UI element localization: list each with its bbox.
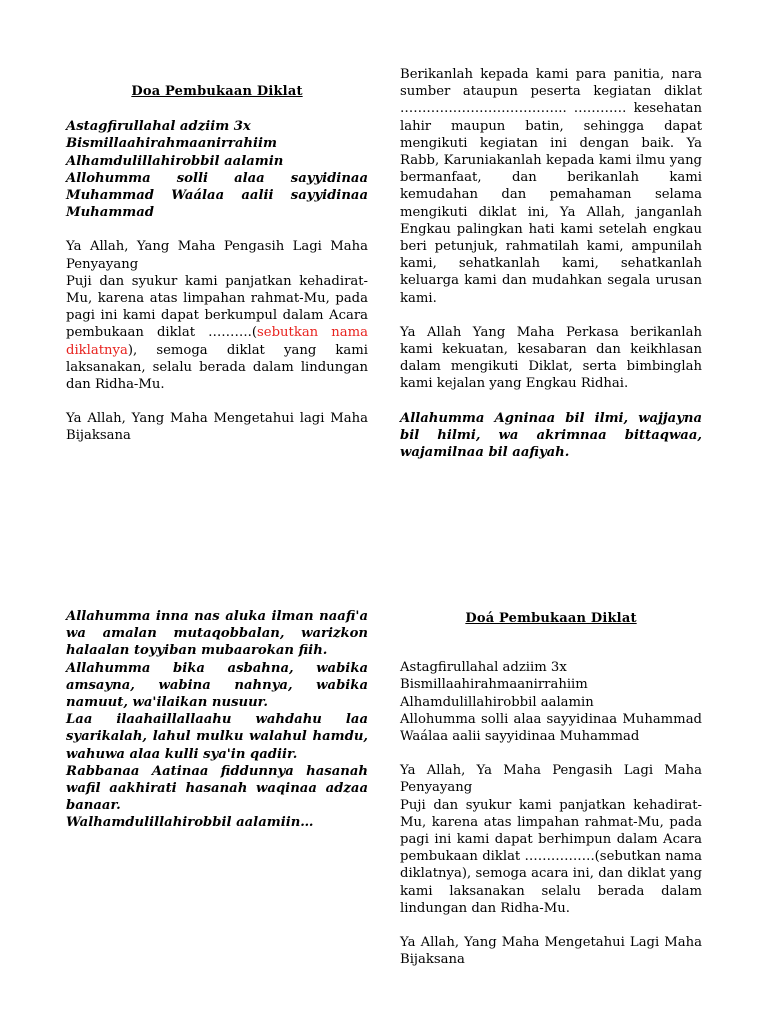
opening-line: Astagfirullahal adziim 3x [66, 119, 251, 135]
prayer-line: Rabbanaa Aatinaa fiddunnya hasanah wafil aakhirati hasanah waqinaa adzaa banaar. [66, 763, 368, 814]
prayer-line: Walhamdulillahirobbil aalamiin… [66, 815, 314, 831]
document-title: Doa Pembukaan Diklat [131, 84, 303, 99]
paragraph-text: ), semoga diklat yang kami laksanakan, selalu berada dalam lindungan dan Ridha-Mu. [66, 342, 368, 393]
document-title: Doá Pembukaan Diklat [465, 611, 637, 626]
bottom-left-column [66, 608, 368, 832]
paragraph: Ya Allah, Yang Maha Mengetahui lagi Maha Bijaksana [66, 411, 368, 444]
closing-prayer: Allahumma Agninaa bil ilmi, wajjayna bil hilmi, wa akrimnaa bittaqwaa, wajamilnaa bil aafiyah. [400, 410, 702, 461]
prayer-line: Allahumma inna nas aluka ilman naafi'a wa amalan mutaqobbalan, warizkon halaalan toyyiban mubaarokan fiih. [66, 609, 368, 659]
paragraph: Berikanlah kepada kami para panitia, nara sumber ataupun peserta kegiatan diklat ……………………………….. ………… kesehatan lahir maupun batin, sehingga dapat mengikuti kegiatan ini dengan baik. Ya Rabb, Karuniakanlah kepada kami ilmu yang bermanfaat, dan berikanlah kami kemudahan dan pemahaman selama mengikuti diklat ini, Ya Allah, janganlah Engkau palingkan hati kami setelah engkau beri petunjuk, rahmatilah kami, ampunilah kami, sehatkanlah kami, sehatkanlah keluarga kami dan mudahkan segala urusan kami. [400, 67, 702, 306]
top-right-column [400, 66, 702, 461]
top-left-column [66, 83, 368, 445]
bottom-right-column [400, 610, 702, 968]
prayer-line: Allahumma bika asbahna, wabika amsayna, wabina nahnya, wabika namuut, wa'ilaikan nusuur. [66, 660, 368, 711]
prayer-line: Laa ilaahaillallaahu wahdahu laa syarikalah, lahul mulku walahul hamdu, wahuwa alaa kulli sya'in qadiir. [66, 712, 368, 762]
opening-line: Allohumma solli alaa sayyidinaa Muhammad Waálaa aalii sayyidinaa Muhammad [66, 170, 368, 221]
paragraph-text: Puji dan syukur kami panjatkan kehadirat-Mu, karena atas limpahan rahmat-Mu, pada pagi ini kami dapat berkumpul dalam Acara pembukaan diklat ……….( [66, 273, 368, 341]
opening-line: Bismillaahirahmaanirrahiim [66, 136, 277, 152]
opening-line: Astagfirullahal adziim 3x [400, 660, 567, 676]
opening-line: Allohumma solli alaa sayyidinaa Muhammad Waálaa aalii sayyidinaa Muhammad [400, 711, 702, 745]
paragraph: Puji dan syukur kami panjatkan kehadirat-Mu, karena atas limpahan rahmat-Mu, pada pagi ini kami dapat berhimpun dalam Acara pembukaan diklat …………….(sebutkan nama diklatnya), semoga acara ini, dan diklat yang kami laksanakan selalu berada dalam lindungan dan Ridha-Mu. [400, 797, 702, 916]
paragraph: Ya Allah, Yang Maha Mengetahui Lagi Maha Bijaksana [400, 935, 702, 968]
paragraph [66, 273, 368, 393]
paragraph: Ya Allah Yang Maha Perkasa berikanlah kami kekuatan, kesabaran dan keikhlasan dalam mengikuti Diklat, serta bimbinglah kami kejalan yang Engkau Ridhai. [400, 324, 702, 392]
opening-line: Alhamdulillahirobbil aalamin [66, 153, 284, 169]
placeholder-instruction: sebutkan nama diklatnya [66, 325, 368, 358]
paragraph: Ya Allah, Ya Maha Pengasih Lagi Maha Penyayang [400, 763, 702, 796]
paragraph: Ya Allah, Yang Maha Pengasih Lagi Maha Penyayang [66, 239, 368, 272]
opening-line: Alhamdulillahirobbil aalamin [400, 694, 594, 710]
opening-line: Bismillaahirahmaanirrahiim [400, 677, 588, 693]
opening-prayer-block [66, 118, 368, 221]
